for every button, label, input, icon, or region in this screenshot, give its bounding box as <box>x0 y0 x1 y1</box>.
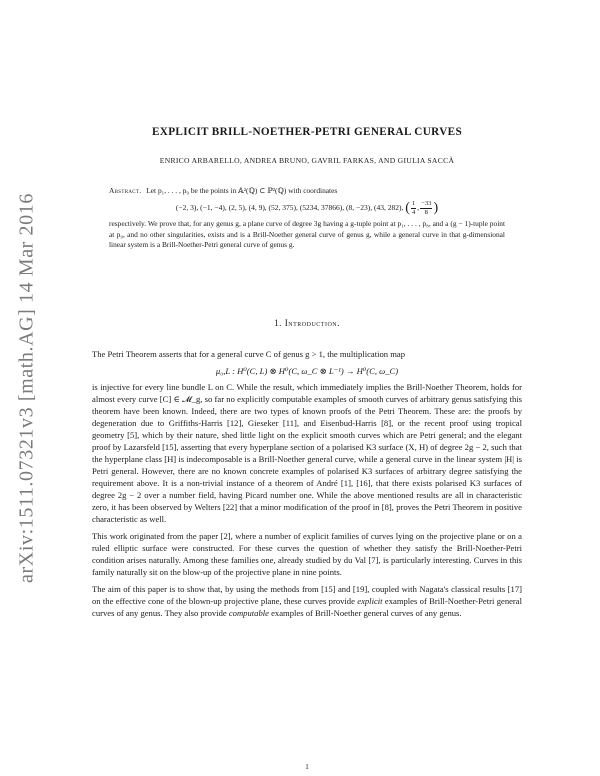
coordinate-values: (−2, 3), (−1, −4), (2, 5), (4, 9), (52, 375), (5234, 37866), (8, −23), (43, 282), <box>175 203 404 213</box>
fraction-x: $\frac{1}{4}$ <box>411 200 416 217</box>
paragraph-3-a: The aim of this paper is to show that, by using the methods from [15] and [19], coupled with Nagata's classical results [17] on the effective cone of the blown-up projective plane, these curves provide <box>92 584 522 606</box>
paragraph-1-body: is injective for every line bundle L on C. While the result, which immediately implies the Brill-Noether Theorem, holds for almost every curve [C] ∈ 𝓜_g, so far no explicitly computable examples of smooth curves of arbitrary genus satisfying this theorem have been known. Indeed, there are two types of known proofs of the Petri Theorem. These are: the proofs by degeneration due to Griffiths-Harris [12], Gieseker [11], and Eisenbud-Harris [8], or the recent proof using tropical geometry [5], which by their nature, shed little light on the explicit smooth curves which are Petri general; and the elegant proof by Lazarsfeld [15], asserting that every hyperplane section of a polarised K3 surface (X, H) of degree 2g − 2, such that the hyperplane class [H] is indecomposable is a Brill-Noether general curve, while a general curve in the linear system |H| is Petri general. However, there are no known concrete examples of polarised K3 surfaces of arbitrary degree satisfying the requirement above. It is a non-trivial instance of a theorem of André [1], [16], that there exists polarised K3 surfaces of degree 2g − 2 over a number field, having Picard number one. While the above mentioned results are all in characteristic zero, it has been observed by Welters [22] that a minor modification of the proof in [8], proves the Petri Theorem in positive characteristic as well. <box>92 382 522 524</box>
arxiv-identifier-text: arXiv:1511.07321v3 [math.AG] 14 Mar 2016 <box>15 193 38 583</box>
abstract-intro: Let p₁, . . . , p₉ be the points in 𝔸²(ℚ) ⊂ ℙ²(ℚ) with coordinates <box>146 186 338 195</box>
abstract-block <box>109 186 505 250</box>
author-list: ENRICO ARBARELLO, ANDREA BRUNO, GAVRIL FARKAS, AND GIULIA SACCÀ <box>159 156 455 165</box>
section-heading-introduction: 1. Introduction. <box>274 318 340 328</box>
abstract-body: respectively. We prove that, for any genus g, a plane curve of degree 3g having a g-tuple point at p₁, . . . , p₈, and a (g − 1)-tuple point at p₉, and no other singularities, exists and is a Brill-Noether general curve of genus g, while a general curve in that g-dimensional linear system is a Brill-Noether-Petri general curve of genus g. <box>109 219 505 249</box>
paragraph-2 <box>92 530 522 578</box>
paragraph-1-continued <box>92 381 522 525</box>
paper-page <box>92 0 522 776</box>
multiplication-map-equation: μ₀,L : H⁰(C, L) ⊗ H⁰(C, ω_C ⊗ L⁻¹) → H⁰(C, ω_C) <box>215 366 399 376</box>
paper-title: EXPLICIT BRILL-NOETHER-PETRI GENERAL CURVES <box>151 126 463 138</box>
paragraph-3-c: examples of Brill-Noether general curves of any genus. <box>271 608 462 618</box>
emphasis-explicit: explicit <box>357 596 383 606</box>
paragraph-3-b: examples of Brill-Noether-Petri general curves of any genus. They also provide <box>92 596 522 618</box>
introduction-body <box>92 348 522 624</box>
paragraph-1-lead: The Petri Theorem asserts that for a general curve C of genus g > 1, the multiplication map <box>92 349 406 359</box>
arxiv-identifier-stamp <box>12 158 42 618</box>
fraction-y: $\frac{-33}{8}$ <box>421 200 432 217</box>
abstract-label: Abstract. <box>109 186 142 195</box>
paragraph-3 <box>92 583 522 619</box>
coordinate-list: (−2, 3), (−1, −4), (2, 5), (4, 9), (52, 375), (5234, 37866), (8, −23), (43, 282), ( $\frac{1}{4}$ , $\frac{-33}{8}$ ) <box>175 200 439 217</box>
paragraph-1 <box>92 348 522 360</box>
paragraph-2-text: This work originated from the paper [2], where a number of explicit families of curves lying on the projective plane or on a ruled elliptic surface were constructed. For these curves the question of whether they satisfy the Brill-Noether-Petri condition arises naturally. Among these families one, already studied by du Val [7], is particularly interesting. Curves in this family naturally sit on the blow-up of the projective plane in nine points. <box>92 531 522 577</box>
page-number: 1 <box>305 762 309 771</box>
emphasis-computable: computable <box>228 608 269 618</box>
